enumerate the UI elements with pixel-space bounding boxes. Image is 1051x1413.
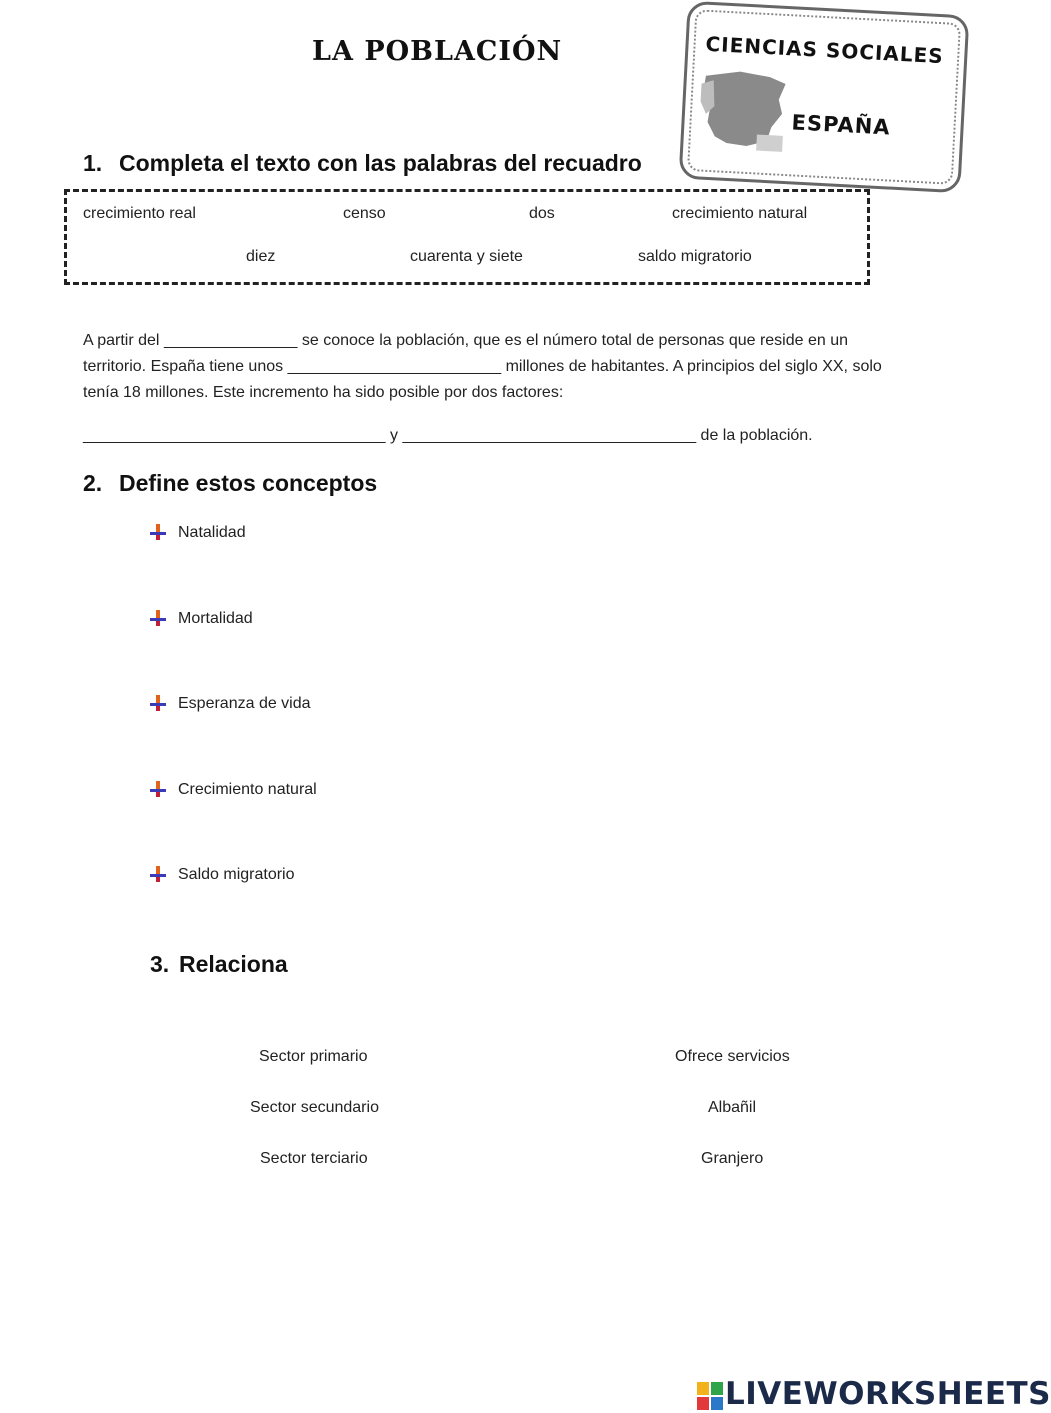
section-2-heading xyxy=(83,470,377,497)
section-2-number: 2. xyxy=(83,470,103,496)
blank-factor-2[interactable]: _________________________________ xyxy=(402,427,697,444)
stamp-subject-label: CIENCIAS SOCIALES xyxy=(704,31,945,69)
word-bank-item[interactable]: censo xyxy=(343,205,386,222)
text-segment: de la población. xyxy=(696,427,813,444)
fill-paragraph-line-3 xyxy=(83,380,563,406)
word-bank-box xyxy=(64,189,870,285)
section-1-title: Completa el texto con las palabras del recuadro xyxy=(119,150,642,176)
section-1-number: 1. xyxy=(83,150,103,176)
subject-stamp xyxy=(679,1,970,194)
section-3-title: Relaciona xyxy=(179,951,288,977)
liveworksheets-logo-icon xyxy=(697,1382,723,1410)
match-right-item[interactable]: Ofrece servicios xyxy=(675,1048,790,1065)
brand-text: LIVEWORKSHEETS xyxy=(725,1376,1051,1412)
word-bank-item[interactable]: saldo migratorio xyxy=(638,248,752,265)
arrow-bullet-icon xyxy=(150,695,166,713)
match-right-item[interactable]: Granjero xyxy=(701,1150,764,1167)
concept-label: Saldo migratorio xyxy=(178,866,295,883)
section-3-number: 3. xyxy=(150,951,170,977)
text-segment: millones de habitantes. A principios del siglo XX, solo xyxy=(501,358,882,375)
fill-paragraph-line-4 xyxy=(83,423,813,449)
blank-censo[interactable]: _______________ xyxy=(163,332,298,349)
spain-map-icon xyxy=(696,65,790,154)
match-left-item[interactable]: Sector secundario xyxy=(250,1099,379,1116)
section-2-title: Define estos conceptos xyxy=(119,470,378,496)
stamp-country-label: ESPAÑA xyxy=(791,110,892,140)
text-segment: y xyxy=(385,427,403,444)
fill-paragraph-line-2 xyxy=(83,354,882,380)
arrow-bullet-icon xyxy=(150,524,166,542)
concept-label: Mortalidad xyxy=(178,610,253,627)
text-segment: tenía 18 millones. Este incremento ha sido posible por dos factores: xyxy=(83,384,564,401)
arrow-bullet-icon xyxy=(150,781,166,799)
match-left-item[interactable]: Sector terciario xyxy=(260,1150,368,1167)
word-bank-item[interactable]: dos xyxy=(529,205,555,222)
fill-paragraph-line-1 xyxy=(83,328,848,354)
page-title: LA POBLACIÓN xyxy=(312,36,563,67)
text-segment: se conoce la población, que es el número total de personas que reside en un xyxy=(297,332,849,349)
section-1-heading xyxy=(83,150,642,177)
word-bank-item[interactable]: diez xyxy=(246,248,276,265)
text-segment: A partir del xyxy=(83,332,164,349)
concept-label: Natalidad xyxy=(178,524,246,541)
word-bank-item[interactable]: crecimiento natural xyxy=(672,205,808,222)
text-segment: territorio. España tiene unos xyxy=(83,358,288,375)
match-right-item[interactable]: Albañil xyxy=(708,1099,757,1116)
arrow-bullet-icon xyxy=(150,866,166,884)
blank-millones[interactable]: ________________________ xyxy=(287,358,502,375)
section-3-heading xyxy=(150,951,288,978)
word-bank-item[interactable]: crecimiento real xyxy=(83,205,196,222)
arrow-bullet-icon xyxy=(150,610,166,628)
match-left-item[interactable]: Sector primario xyxy=(259,1048,368,1065)
concept-label: Crecimiento natural xyxy=(178,781,317,798)
liveworksheets-brand xyxy=(697,1376,1051,1412)
word-bank-item[interactable]: cuarenta y siete xyxy=(410,248,523,265)
concept-label: Esperanza de vida xyxy=(178,695,311,712)
blank-factor-1[interactable]: __________________________________ xyxy=(83,427,386,444)
